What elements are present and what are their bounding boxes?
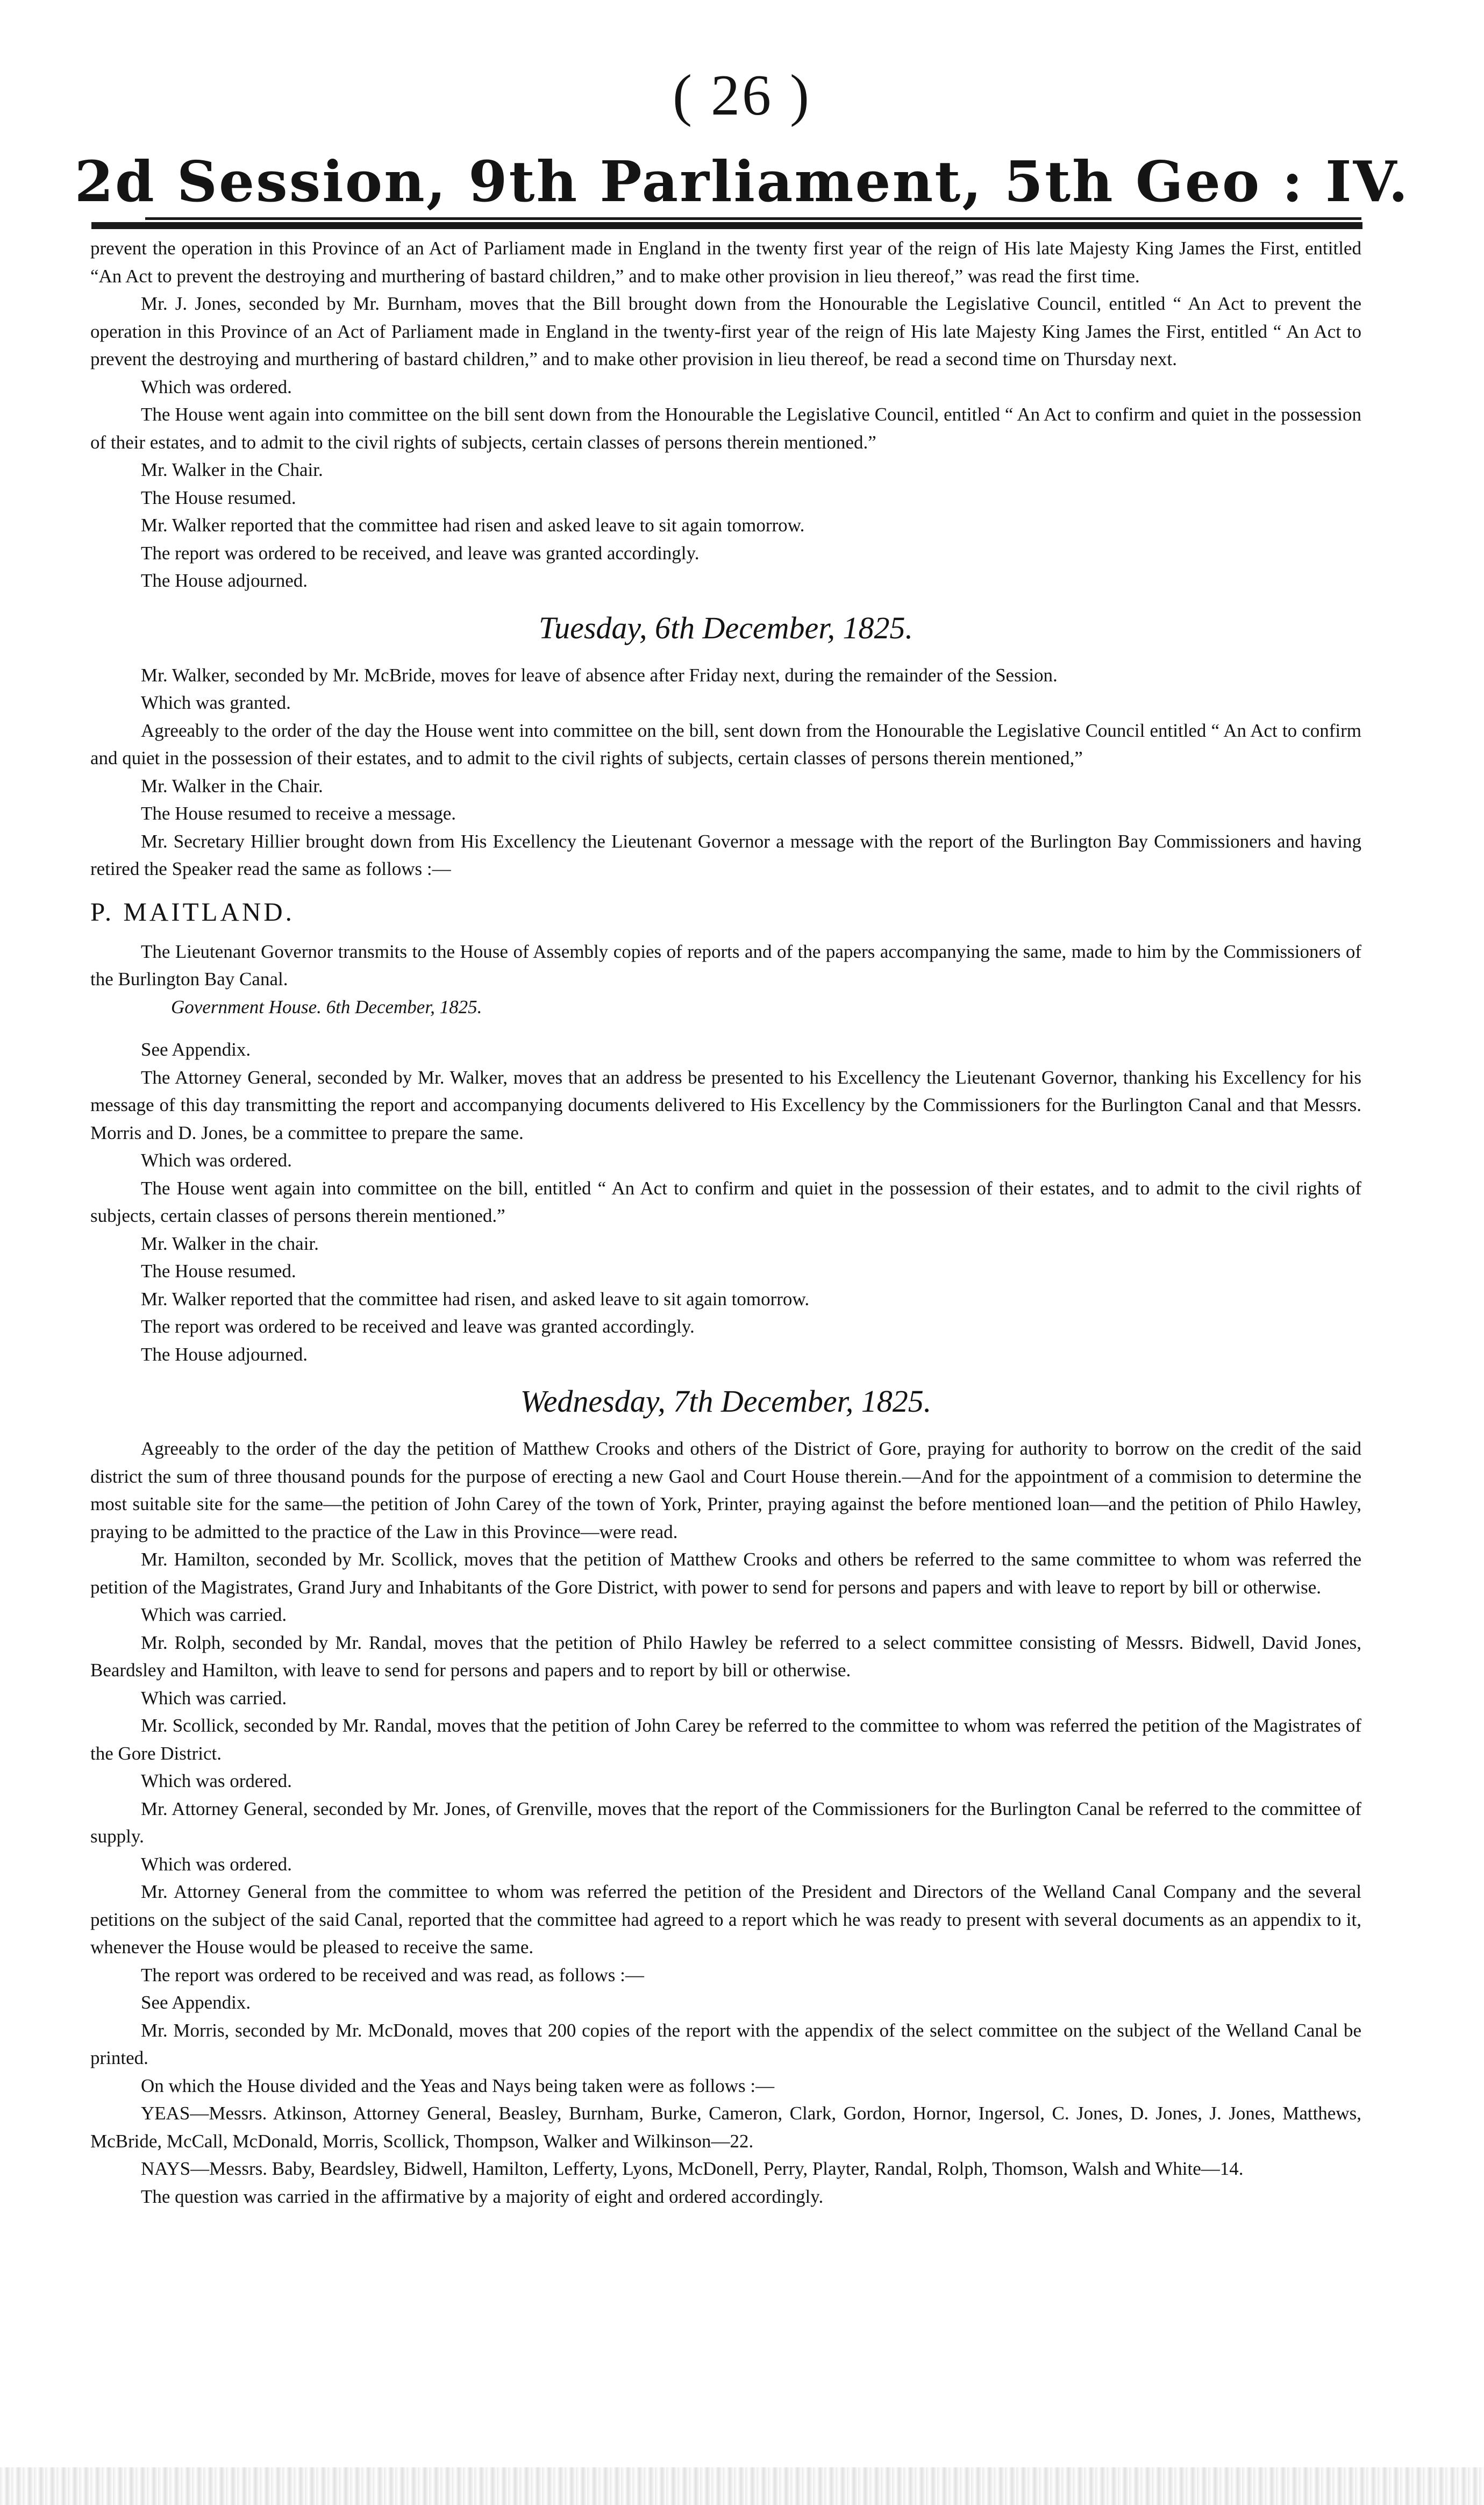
journal-paragraph: The House adjourned. <box>141 570 308 591</box>
journal-paragraph: Mr. Walker in the Chair. <box>141 775 323 796</box>
sitting-date-heading: Wednesday, 7th December, 1825. <box>520 1384 932 1419</box>
journal-paragraph: Mr. Walker in the chair. <box>141 1233 319 1254</box>
journal-paragraph: The Lieutenant Governor transmits to the House of Assembly copies of reports and of the papers accompanying the same, made to him by the Commissioners of the Burlington Bay Canal. <box>90 941 1361 990</box>
journal-paragraph: prevent the operation in this Province of an Act of Parliament made in England in the twenty first year of the reign of His late Majesty King James the First, entitled “An Act to prevent the destroying and murthering of bastard children,” and to make other provision in lieu thereof,” was read the first time. <box>90 238 1361 287</box>
journal-paragraph: The House went again into committee on the bill, entitled “ An Act to confirm and quiet in the possession of their estates, and to admit to the civil rights of subjects, certain classes of persons therein mentioned.” <box>90 1177 1361 1226</box>
page-number: ( 26 ) <box>673 63 811 127</box>
journal-paragraph: The House resumed. <box>141 487 296 508</box>
journal-paragraph: The House resumed to receive a message. <box>141 803 456 824</box>
journal-text <box>90 234 1361 2434</box>
journal-paragraph: Mr. Walker, seconded by Mr. McBride, moves for leave of absence after Friday next, during the remainder of the Session. <box>141 664 1058 686</box>
journal-paragraph: The question was carried in the affirmative by a majority of eight and ordered accordingly. <box>141 2186 824 2207</box>
journal-paragraph: Which was carried. <box>141 1604 287 1625</box>
journal-paragraph: Which was granted. <box>141 692 291 713</box>
journal-paragraph: The House resumed. <box>141 1261 296 1282</box>
journal-paragraph: Which was ordered. <box>141 1150 292 1171</box>
journal-paragraph: On which the House divided and the Yeas and Nays being taken were as follows :— <box>141 2075 775 2096</box>
journal-paragraph: Mr. Rolph, seconded by Mr. Randal, moves that the petition of Philo Hawley be referred to a select committee consisting of Messrs. Bidwell, David Jones, Beardsley and Hamilton, with leave to send for persons and papers and to report by bill or otherwise. <box>90 1632 1361 1681</box>
sitting-date-heading: Tuesday, 6th December, 1825. <box>539 610 913 645</box>
journal-paragraph: Mr. J. Jones, seconded by Mr. Burnham, moves that the Bill brought down from the Honourable the Legislative Council, entitled “ An Act to prevent the operation in this Province of an Act of Parliament made in England in the twenty-first year of the reign of His late Majesty King James the First, entitled “ An Act to prevent the destroying and murthering of bastard children,” and to make other provision in lieu thereof, be read a second time on Thursday next. <box>90 293 1361 369</box>
message-signature: P. MAITLAND. <box>90 896 295 927</box>
journal-paragraph: The report was ordered to be received and leave was granted accordingly. <box>141 1316 695 1337</box>
journal-paragraph: Which was ordered. <box>141 376 292 397</box>
journal-paragraph: Which was ordered. <box>141 1853 292 1875</box>
journal-paragraph: Which was ordered. <box>141 1770 292 1791</box>
page-bottom-edge <box>0 2467 1484 2505</box>
journal-paragraph: The report was ordered to be received and was read, as follows :— <box>141 1964 644 1986</box>
journal-paragraph: Mr. Hamilton, seconded by Mr. Scollick, moves that the petition of Matthew Crooks and others be referred to the same committee to whom was referred the petition of the Magistrates, Grand Jury and Inhabitants of the Gore District, with power to send for persons and papers and with leave to report by bill or otherwise. <box>90 1549 1361 1598</box>
journal-paragraph: YEAS—Messrs. Atkinson, Attorney General, Beasley, Burnham, Burke, Cameron, Clark, Gordon, Hornor, Ingersol, C. Jones, D. Jones, J. Jones, Matthews, McBride, McCall, McDonald, Morris, Scollick, Thompson, Walker and Wilkinson—22. <box>90 2103 1361 2152</box>
journal-paragraph: Mr. Attorney General from the committee to whom was referred the petition of the President and Directors of the Welland Canal Company and the several petitions on the subject of the said Canal, reported that the committee had agreed to a report which he was ready to present with several documents as an appendix to it, whenever the House would be pleased to receive the same. <box>90 1881 1361 1958</box>
journal-paragraph: Mr. Morris, seconded by Mr. McDonald, moves that 200 copies of the report with the appendix of the select committee on the subject of the Welland Canal be printed. <box>90 2019 1361 2068</box>
journal-paragraph: Mr. Walker reported that the committee had risen and asked leave to sit again tomorrow. <box>141 515 805 536</box>
journal-paragraph: See Appendix. <box>141 1992 251 2013</box>
journal-paragraph: Mr. Walker in the Chair. <box>141 459 323 480</box>
journal-paragraph: Agreeably to the order of the day the House went into committee on the bill, sent down from the Honourable the Legislative Council entitled “ An Act to confirm and quiet in the possession of their estates, and to admit to the civil rights of subjects, certain classes of persons therein mentioned,” <box>90 720 1361 768</box>
running-head: 2d Session, 9th Parliament, 5th Geo : IV. <box>74 148 1410 215</box>
journal-paragraph: Mr. Scollick, seconded by Mr. Randal, moves that the petition of John Carey be referred to the committee to whom was referred the petition of the Magistrates of the Gore District. <box>90 1715 1361 1764</box>
journal-paragraph: The report was ordered to be received, and leave was granted accordingly. <box>141 542 700 564</box>
journal-paragraph: NAYS—Messrs. Baby, Beardsley, Bidwell, Hamilton, Lefferty, Lyons, McDonell, Perry, Playter, Randal, Rolph, Thomson, Walsh and White—14. <box>141 2158 1244 2179</box>
journal-paragraph: Agreeably to the order of the day the petition of Matthew Crooks and others of the District of Gore, praying for authority to borrow on the credit of the said district the sum of three thousand pounds for the purpose of erecting a new Gaol and Court House therein.—And for the appointment of a commision to determine the most suitable site for the same—the petition of John Carey of the town of York, Printer, praying against the before mentioned loan—and the petition of Philo Hawley, praying to be admitted to the practice of the Law in this Province—were read. <box>90 1438 1361 1542</box>
journal-paragraph: Mr. Secretary Hillier brought down from His Excellency the Lieutenant Governor a message with the report of the Burlington Bay Commissioners and having retired the Speaker read the same as follows :— <box>90 830 1361 879</box>
journal-paragraph: The House went again into committee on the bill sent down from the Honourable the Legislative Council, entitled “ An Act to confirm and quiet in the possession of their estates, and to admit to the civil rights of subjects, certain classes of persons therein mentioned.” <box>90 404 1361 453</box>
message-dateline: Government House. 6th December, 1825. <box>171 996 482 1017</box>
header-rule-thick <box>91 222 1362 229</box>
journal-paragraph: Mr. Walker reported that the committee had risen, and asked leave to sit again tomorrow. <box>141 1288 810 1310</box>
journal-paragraph: The Attorney General, seconded by Mr. Walker, moves that an address be presented to his Excellency the Lieutenant Governor, thanking his Excellency for his message of this day transmitting the report and accompanying documents delivered to His Excellency by the Commissioners for the Burlington Canal and that Messrs. Morris and D. Jones, be a committee to prepare the same. <box>90 1066 1361 1143</box>
journal-paragraph: Mr. Attorney General, seconded by Mr. Jones, of Grenville, moves that the report of the Commissioners for the Burlington Canal be referred to the committee of supply. <box>90 1798 1361 1847</box>
journal-paragraph: Which was carried. <box>141 1687 287 1709</box>
journal-paragraph: The House adjourned. <box>141 1343 308 1365</box>
journal-paragraph: See Appendix. <box>141 1039 251 1060</box>
header-rule-thin <box>145 217 1361 220</box>
